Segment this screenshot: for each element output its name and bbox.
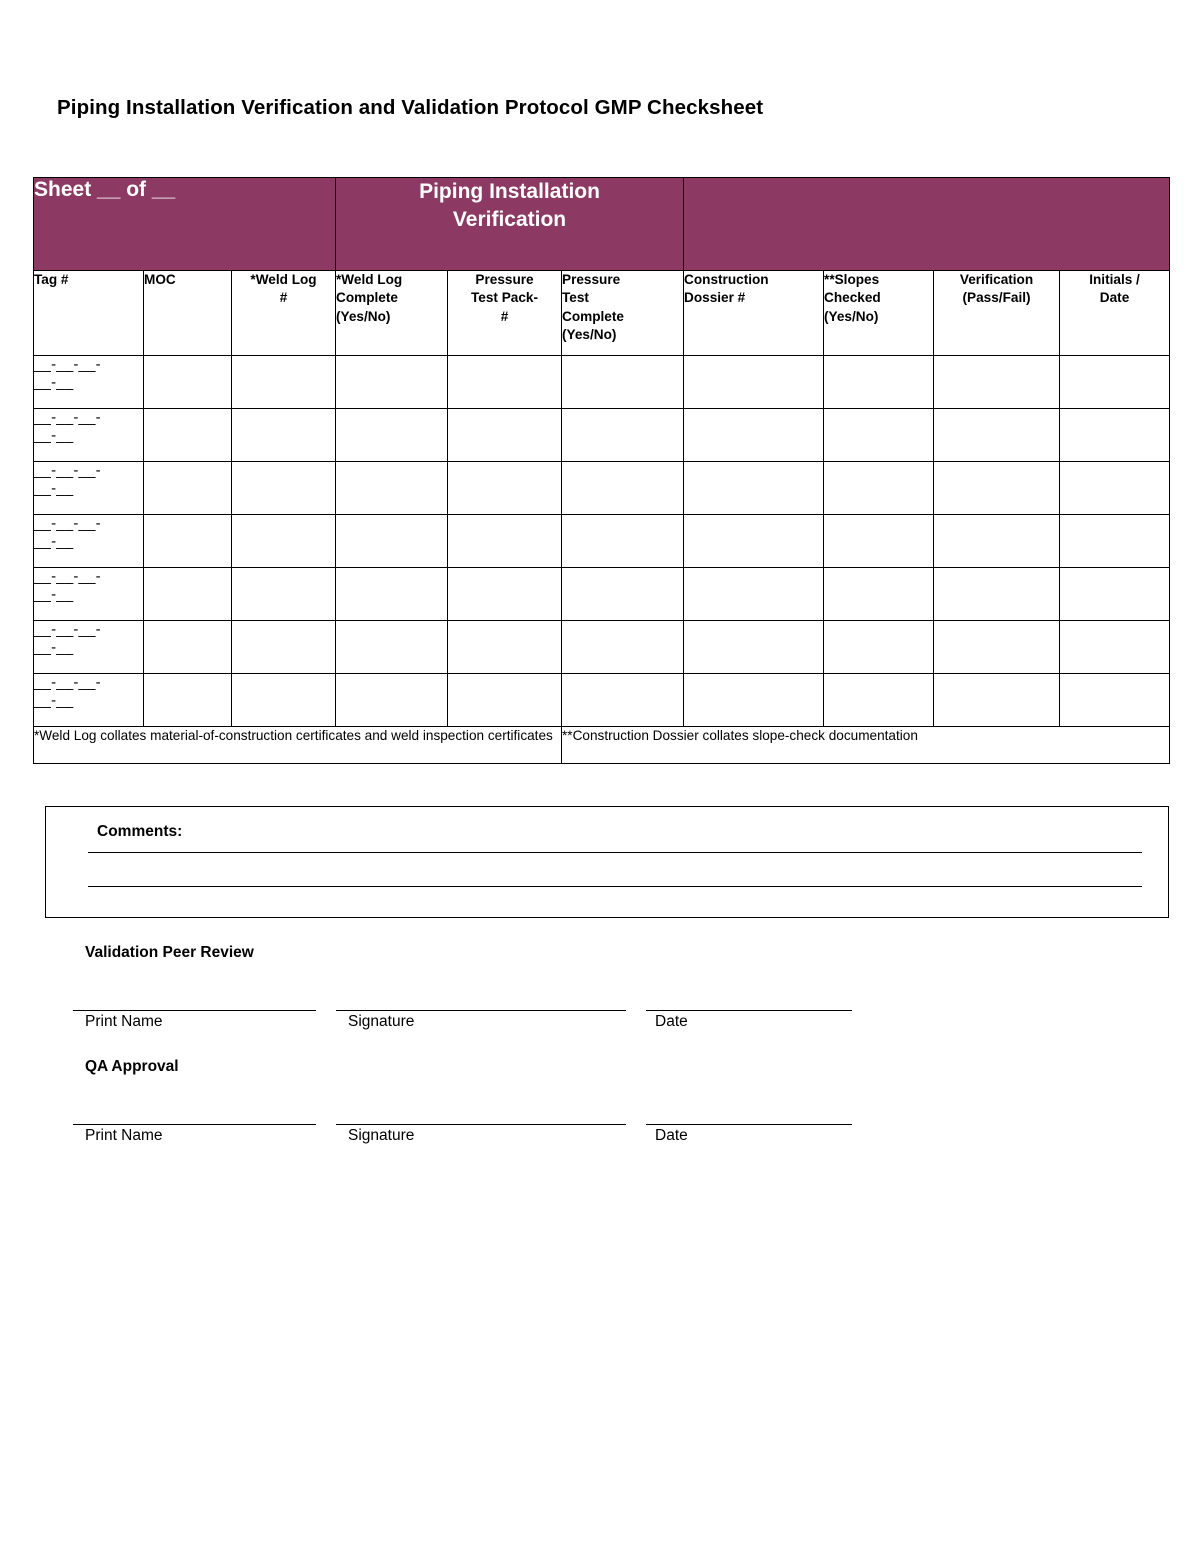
footnote-row (34, 727, 1170, 764)
tag-line-2: __-__ (34, 479, 74, 497)
cell-construction-dossier[interactable] (684, 356, 824, 409)
cell-tag[interactable] (34, 462, 144, 515)
tag-line-2: __-__ (34, 638, 74, 656)
header-line: *Weld Log (336, 272, 403, 287)
cell-weld-log-number[interactable] (232, 462, 336, 515)
cell-moc[interactable] (144, 674, 232, 727)
cell-pressure-test-pack[interactable] (448, 621, 562, 674)
header-line: Date (1099, 290, 1130, 306)
table-row (34, 674, 1170, 727)
cell-pressure-test-pack[interactable] (448, 462, 562, 515)
cell-weld-log-complete[interactable] (336, 409, 448, 462)
cell-initials-date[interactable] (1060, 621, 1170, 674)
tag-line-2: __-__ (34, 585, 74, 603)
cell-initials-date[interactable] (1060, 674, 1170, 727)
header-line: Test (562, 290, 589, 306)
comments-label: Comments: (97, 823, 183, 840)
cell-initials-date[interactable] (1060, 462, 1170, 515)
cell-weld-log-number[interactable] (232, 356, 336, 409)
cell-verification[interactable] (934, 409, 1060, 462)
cell-tag[interactable] (34, 621, 144, 674)
cell-slopes-checked[interactable] (824, 409, 934, 462)
cell-construction-dossier[interactable] (684, 409, 824, 462)
cell-construction-dossier[interactable] (684, 621, 824, 674)
cell-weld-log-number[interactable] (232, 409, 336, 462)
column-header-weld-log-complete (336, 271, 448, 356)
cell-tag[interactable] (34, 568, 144, 621)
header-line: Initials / (1089, 272, 1140, 287)
table-row (34, 356, 1170, 409)
tag-line-1: __-__-__- (34, 568, 101, 585)
peer-date-label: Date (655, 1013, 688, 1030)
cell-verification[interactable] (934, 462, 1060, 515)
column-header-slopes-checked (824, 271, 934, 356)
cell-weld-log-complete[interactable] (336, 356, 448, 409)
header-line: Checked (824, 290, 881, 306)
table-row (34, 462, 1170, 515)
tag-line-1: __-__-__- (34, 409, 101, 426)
footnote-construction-dossier: **Construction Dossier collates slope-check documentation (562, 727, 1170, 764)
tag-line-1: __-__-__- (34, 462, 101, 479)
header-line: (Yes/No) (562, 327, 617, 343)
qa-date-label: Date (655, 1127, 688, 1144)
cell-initials-date[interactable] (1060, 356, 1170, 409)
cell-weld-log-complete[interactable] (336, 621, 448, 674)
tag-line-1: __-__-__- (34, 515, 101, 532)
cell-pressure-test-pack[interactable] (448, 568, 562, 621)
header-line: (Pass/Fail) (962, 290, 1031, 306)
tag-line-1: __-__-__- (34, 674, 101, 691)
cell-verification[interactable] (934, 674, 1060, 727)
header-line: Dossier # (684, 290, 746, 306)
cell-pressure-test-complete[interactable] (562, 674, 684, 727)
cell-initials-date[interactable] (1060, 568, 1170, 621)
tag-line-1: __-__-__- (34, 356, 101, 373)
sheet-number-cell: Sheet __ of __ (34, 178, 336, 271)
cell-pressure-test-pack[interactable] (448, 356, 562, 409)
cell-pressure-test-complete[interactable] (562, 409, 684, 462)
column-header-moc (144, 271, 232, 356)
cell-initials-date[interactable] (1060, 515, 1170, 568)
peer-date-line[interactable] (646, 1010, 852, 1011)
banner-title-cell (336, 178, 684, 271)
cell-tag[interactable] (34, 674, 144, 727)
cell-weld-log-number[interactable] (232, 621, 336, 674)
qa-signature-label: Signature (348, 1127, 415, 1144)
cell-verification[interactable] (934, 621, 1060, 674)
cell-pressure-test-pack[interactable] (448, 674, 562, 727)
banner-row (34, 178, 1170, 271)
column-header-initials-date (1060, 271, 1170, 356)
peer-signature-line[interactable] (336, 1010, 626, 1011)
cell-weld-log-complete[interactable] (336, 462, 448, 515)
header-line: *Weld Log (250, 272, 317, 287)
header-row (34, 271, 1170, 356)
page-title: Piping Installation Verification and Validation Protocol GMP Checksheet (57, 96, 764, 119)
cell-weld-log-complete[interactable] (336, 674, 448, 727)
cell-pressure-test-complete[interactable] (562, 462, 684, 515)
table-row (34, 409, 1170, 462)
column-header-weld-log-number (232, 271, 336, 356)
qa-approval-heading: QA Approval (85, 1058, 179, 1075)
column-header-tag (34, 271, 144, 356)
peer-print-name-label: Print Name (85, 1013, 163, 1030)
cell-weld-log-number[interactable] (232, 674, 336, 727)
header-line: **Slopes (824, 272, 880, 287)
comment-line-1[interactable] (88, 852, 1142, 853)
table-row (34, 515, 1170, 568)
header-line: (Yes/No) (336, 308, 391, 324)
tag-line-1: __-__-__- (34, 621, 101, 638)
cell-slopes-checked[interactable] (824, 462, 934, 515)
header-line: # (500, 308, 509, 324)
tag-line-2: __-__ (34, 426, 74, 444)
cell-weld-log-complete[interactable] (336, 568, 448, 621)
cell-verification[interactable] (934, 515, 1060, 568)
header-line: (Yes/No) (824, 308, 879, 324)
cell-construction-dossier[interactable] (684, 462, 824, 515)
header-line: # (279, 290, 288, 306)
cell-slopes-checked[interactable] (824, 356, 934, 409)
header-line: Complete (562, 308, 624, 324)
cell-slopes-checked[interactable] (824, 621, 934, 674)
cell-construction-dossier[interactable] (684, 568, 824, 621)
cell-tag[interactable] (34, 409, 144, 462)
cell-slopes-checked[interactable] (824, 568, 934, 621)
banner-title-line1: Piping Installation (419, 180, 600, 203)
header-line: Verification (959, 272, 1034, 287)
header-line: Pressure (475, 272, 534, 287)
cell-tag[interactable] (34, 515, 144, 568)
cell-initials-date[interactable] (1060, 409, 1170, 462)
footnote-weld-log: *Weld Log collates material-of-construction certificates and weld inspection certificates (34, 727, 562, 764)
header-line: MOC (144, 272, 176, 287)
cell-pressure-test-pack[interactable] (448, 409, 562, 462)
cell-pressure-test-complete[interactable] (562, 621, 684, 674)
header-line: Pressure (562, 272, 621, 287)
cell-moc[interactable] (144, 568, 232, 621)
column-header-verification (934, 271, 1060, 356)
header-line: Complete (336, 290, 398, 306)
tag-line-2: __-__ (34, 373, 74, 391)
cell-moc[interactable] (144, 515, 232, 568)
table-row (34, 568, 1170, 621)
cell-weld-log-number[interactable] (232, 568, 336, 621)
cell-moc[interactable] (144, 409, 232, 462)
tag-line-2: __-__ (34, 532, 74, 550)
comment-line-2[interactable] (88, 886, 1142, 887)
cell-tag[interactable] (34, 356, 144, 409)
cell-moc[interactable] (144, 621, 232, 674)
header-line: Test Pack- (471, 290, 539, 306)
cell-construction-dossier[interactable] (684, 515, 824, 568)
piping-verification-table (33, 177, 1170, 764)
cell-moc[interactable] (144, 462, 232, 515)
qa-print-name-line[interactable] (73, 1124, 316, 1125)
column-header-pressure-test-pack (448, 271, 562, 356)
comments-box[interactable] (45, 806, 1169, 918)
cell-pressure-test-complete[interactable] (562, 515, 684, 568)
qa-print-name-label: Print Name (85, 1127, 163, 1144)
banner-blank-cell (684, 178, 1170, 271)
cell-construction-dossier[interactable] (684, 674, 824, 727)
peer-print-name-line[interactable] (73, 1010, 316, 1011)
cell-verification[interactable] (934, 356, 1060, 409)
cell-moc[interactable] (144, 356, 232, 409)
cell-pressure-test-complete[interactable] (562, 568, 684, 621)
header-line: Construction (684, 272, 769, 287)
banner-title-line2: Verification (452, 207, 567, 231)
qa-signature-line[interactable] (336, 1124, 626, 1125)
table-row (34, 621, 1170, 674)
column-header-construction-dossier (684, 271, 824, 356)
cell-slopes-checked[interactable] (824, 674, 934, 727)
header-line: Tag # (34, 272, 69, 287)
qa-date-line[interactable] (646, 1124, 852, 1125)
cell-pressure-test-complete[interactable] (562, 356, 684, 409)
column-header-pressure-test-complete (562, 271, 684, 356)
validation-peer-review-heading: Validation Peer Review (85, 944, 254, 961)
cell-verification[interactable] (934, 568, 1060, 621)
cell-weld-log-number[interactable] (232, 515, 336, 568)
peer-signature-label: Signature (348, 1013, 415, 1030)
cell-weld-log-complete[interactable] (336, 515, 448, 568)
cell-pressure-test-pack[interactable] (448, 515, 562, 568)
tag-line-2: __-__ (34, 691, 74, 709)
cell-slopes-checked[interactable] (824, 515, 934, 568)
